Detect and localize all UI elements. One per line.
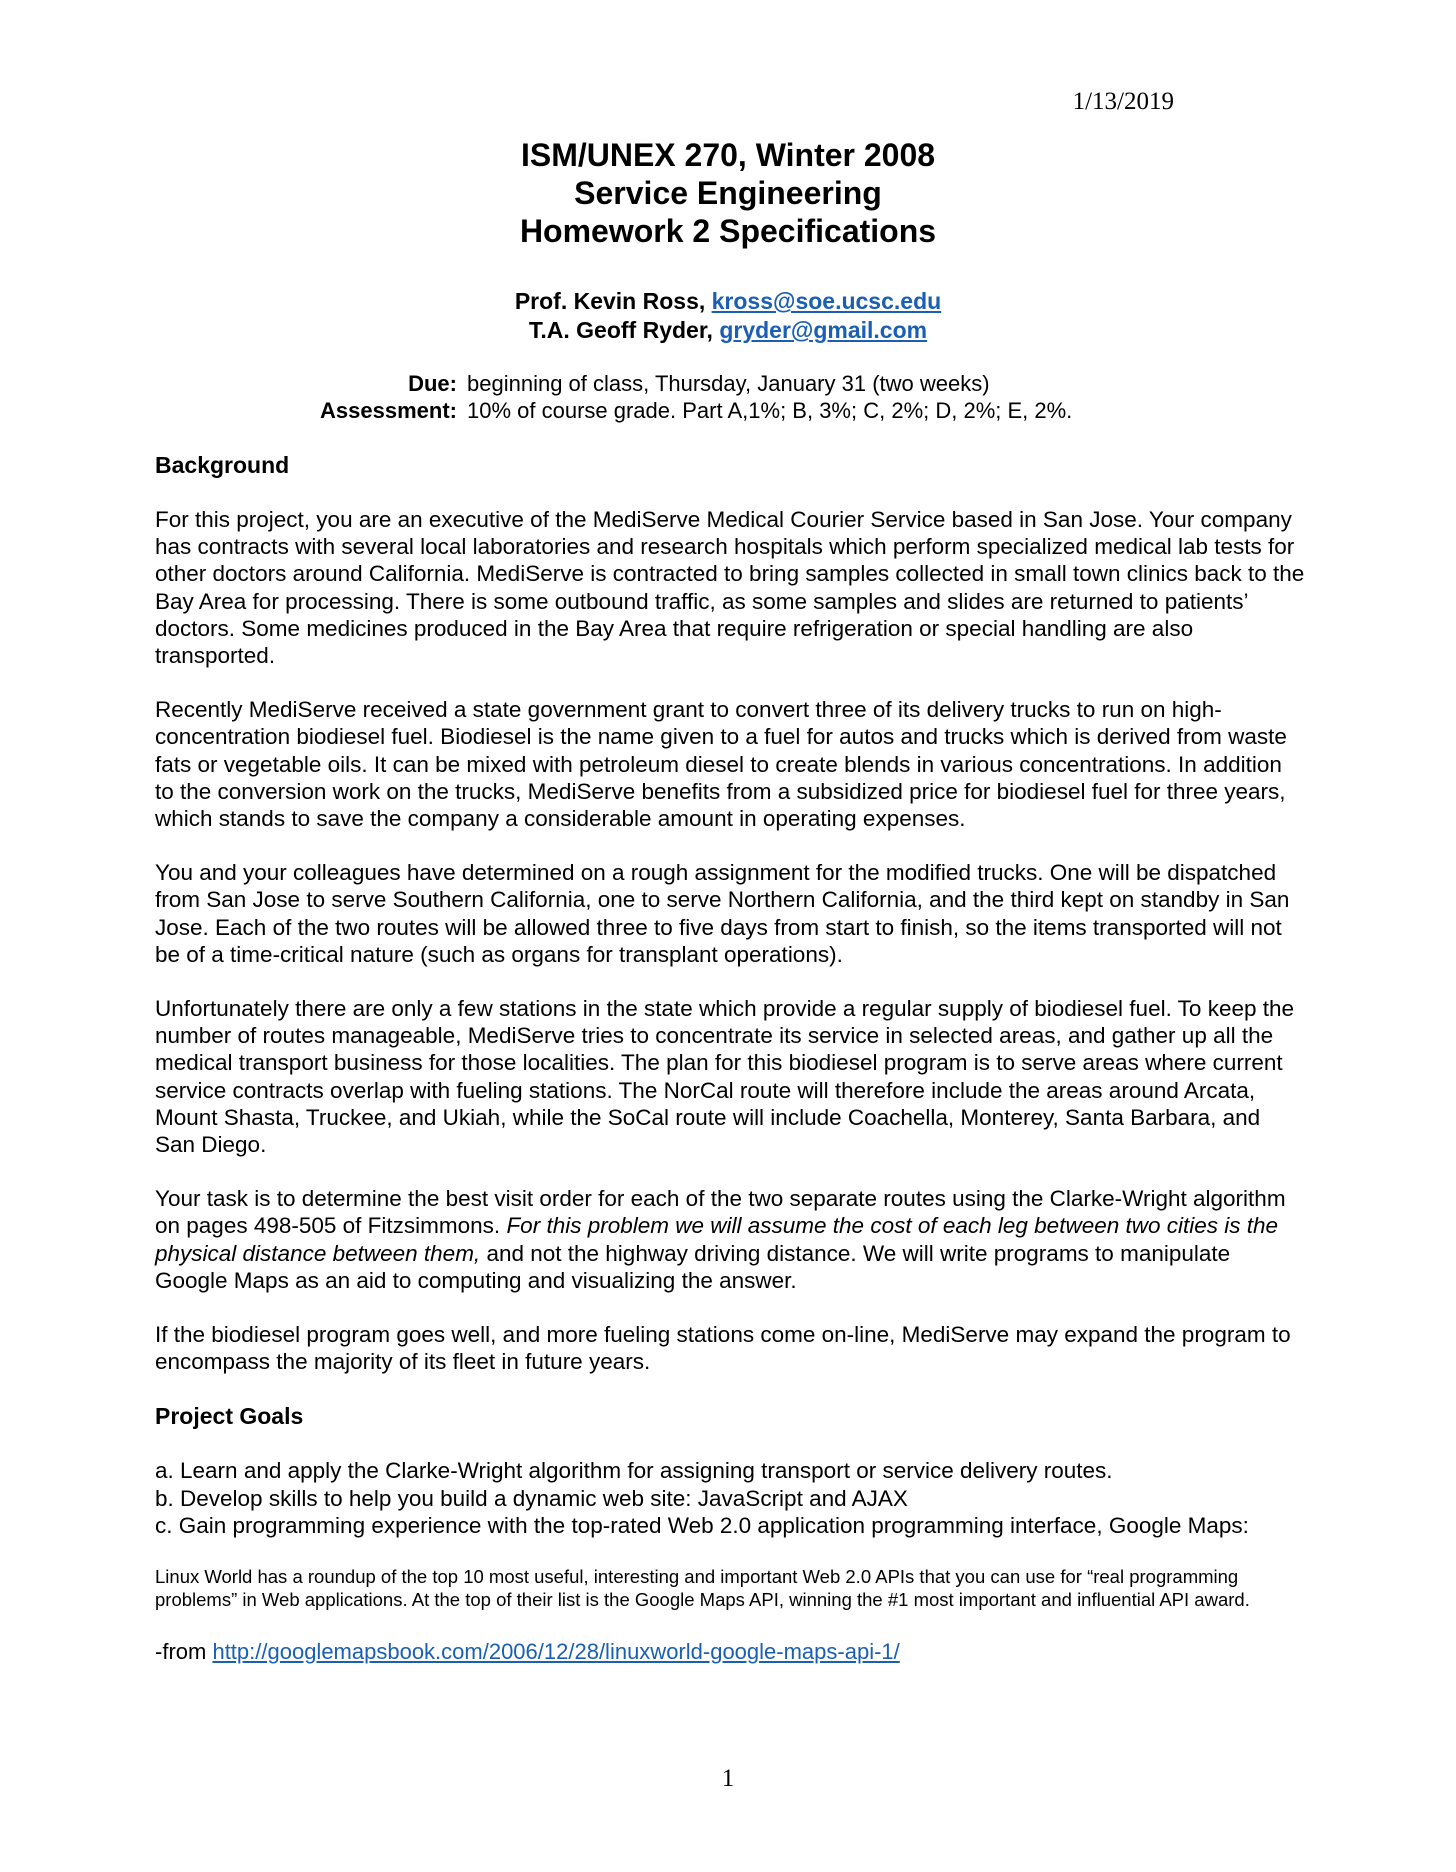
print-date: 1/13/2019 [1072, 88, 1174, 115]
goal-item: c. Gain programming experience with the top-rated Web 2.0 application programming interface, Google Maps: [155, 1512, 1249, 1538]
professor-name: Prof. Kevin Ross, [514, 288, 712, 314]
ta-email-link[interactable]: gryder@gmail.com [719, 317, 928, 343]
goals-list [155, 1457, 1305, 1539]
title-line-assignment: Homework 2 Specifications [519, 213, 937, 249]
quote-source-link[interactable]: http://googlemapsbook.com/2006/12/28/linuxworld-google-maps-api-1/ [212, 1639, 900, 1665]
goal-item: a. Learn and apply the Clarke-Wright algorithm for assigning transport or service delivery routes. [155, 1458, 1113, 1484]
body-content [155, 451, 1305, 1692]
task-paragraph [155, 1185, 1305, 1294]
instructor-block [0, 287, 1456, 345]
title-line-subject: Service Engineering [574, 175, 882, 211]
background-paragraph: You and your colleagues have determined on a rough assignment for the modified trucks. One will be dispatched from San Jose to serve Southern California, one to serve Northern California, and the third kept on standby in San Jose. Each of the two routes will be allowed three to five days from start to finish, so the items transported will not be of a time-critical nature (such as organs for transplant operations). [155, 860, 1290, 967]
assessment-value: 10% of course grade. Part A,1%; B, 3%; C, 2%; D, 2%; E, 2%. [467, 398, 1073, 423]
linux-world-quote: Linux World has a roundup of the top 10 most useful, interesting and important Web 2.0 APIs that you can use for “real programming problems” in Web applications. At the top of their list is the Google Maps API, winning the #1 most important and influential API award. [155, 1566, 1250, 1610]
ta-name: T.A. Geoff Ryder, [528, 317, 720, 343]
quote-source [155, 1638, 1305, 1665]
assessment-label: Assessment: [320, 398, 457, 423]
due-label: Due: [408, 371, 457, 396]
ta-line [0, 316, 1456, 345]
due-assessment-block [0, 370, 1456, 424]
page-number: 1 [721, 1765, 735, 1792]
quote-source-prefix: -from [155, 1639, 213, 1665]
due-row [0, 370, 1456, 397]
title-line-course: ISM/UNEX 270, Winter 2008 [520, 137, 936, 173]
background-paragraph: For this project, you are an executive of the MediServe Medical Courier Service based in San Jose. Your company has contracts with several local laboratories and research hospitals which perform specialized medical lab tests for other doctors around California. MediServe is contracted to bring samples collected in small town clinics back to the Bay Area for processing. There is some outbound traffic, as some samples and slides are returned to patients’ doctors. Some medicines produced in the Bay Area that require refrigeration or special handling are also transported. [155, 507, 1305, 669]
due-value: beginning of class, Thursday, January 31 (two weeks) [467, 371, 990, 396]
professor-line [0, 287, 1456, 316]
background-heading: Background [155, 452, 290, 478]
background-paragraph: Recently MediServe received a state government grant to convert three of its delivery trucks to run on high-concentration biodiesel fuel. Biodiesel is the name given to a fuel for autos and trucks which is derived from waste fats or vegetable oils. It can be mixed with petroleum diesel to create blends in various concentrations. In addition to the conversion work on the trucks, MediServe benefits from a subsidized price for biodiesel fuel for three years, which stands to save the company a considerable amount in operating expenses. [155, 697, 1287, 832]
assessment-row [0, 397, 1456, 424]
document-title [0, 136, 1456, 250]
project-goals-heading: Project Goals [155, 1403, 304, 1430]
task-text-start: Your task is to determine the best visit order for each of the two separate routes using the Clarke-Wright algorithm on pages 498-505 of Fitzsimmons. [155, 1186, 1286, 1239]
professor-email-link[interactable]: kross@soe.ucsc.edu [711, 288, 942, 314]
task-text-italic: For this problem we will assume the cost of each leg between two cities is the physical distance between them, [155, 1213, 1279, 1266]
background-paragraph: If the biodiesel program goes well, and more fueling stations come on-line, MediServe may expand the program to encompass the majority of its fleet in future years. [155, 1322, 1291, 1375]
background-paragraph: Unfortunately there are only a few stations in the state which provide a regular supply of biodiesel fuel. To keep the number of routes manageable, MediServe tries to concentrate its service in selected areas, and gather up all the medical transport business for those localities. The plan for this biodiesel program is to serve areas where current service contracts overlap with fueling stations. The NorCal route will therefore include the areas around Arcata, Mount Shasta, Truckee, and Ukiah, while the SoCal route will include Coachella, Monterey, Santa Barbara, and San Diego. [155, 996, 1295, 1158]
goal-item: b. Develop skills to help you build a dynamic web site: JavaScript and AJAX [155, 1485, 908, 1511]
task-text-end: and not the highway driving distance. We will write programs to manipulate Google Maps as an aid to computing and visualizing the answer. [155, 1240, 1231, 1293]
